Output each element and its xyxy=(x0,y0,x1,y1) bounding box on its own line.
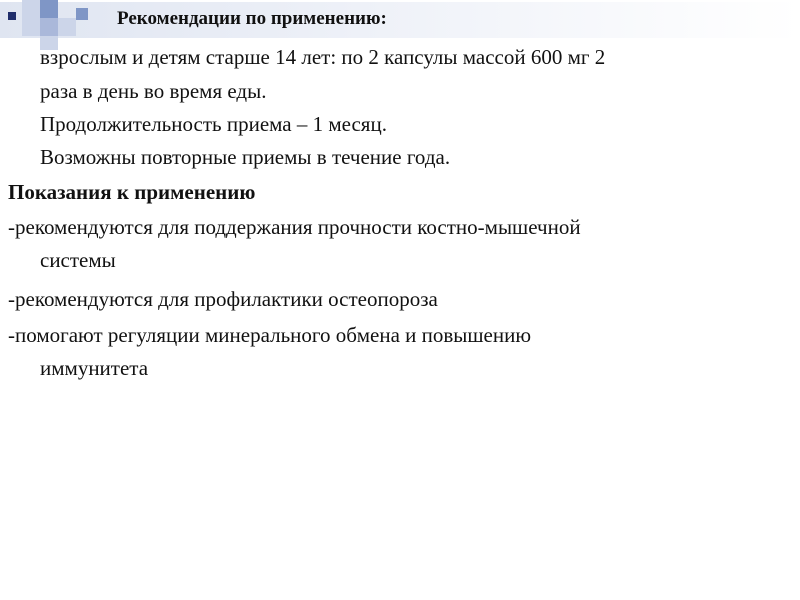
square-bullet-icon xyxy=(8,12,16,20)
indication-1-line-2: системы xyxy=(40,248,116,272)
indication-1-line-1: -рекомендуются для поддержания прочности костно-мышечной xyxy=(8,215,581,239)
usage-line-1: взрослым и детям старше 14 лет: по 2 капсулы массой 600 мг 2 xyxy=(40,45,606,69)
usage-line-2: раза в день во время еды. xyxy=(40,79,267,103)
usage-line-3: Продолжительность приема – 1 месяц. xyxy=(40,112,387,136)
slide-title: Рекомендации по применению: xyxy=(117,8,387,29)
indication-3-line-2: иммунитета xyxy=(40,356,149,380)
indications-heading: Показания к применению xyxy=(8,180,256,204)
usage-line-4: Возможны повторные приемы в течение года. xyxy=(40,145,451,169)
indication-2-line-1: -рекомендуются для профилактики остеопороза xyxy=(8,287,438,311)
indication-3-line-1: -помогают регуляции минерального обмена и повышению xyxy=(8,323,532,347)
